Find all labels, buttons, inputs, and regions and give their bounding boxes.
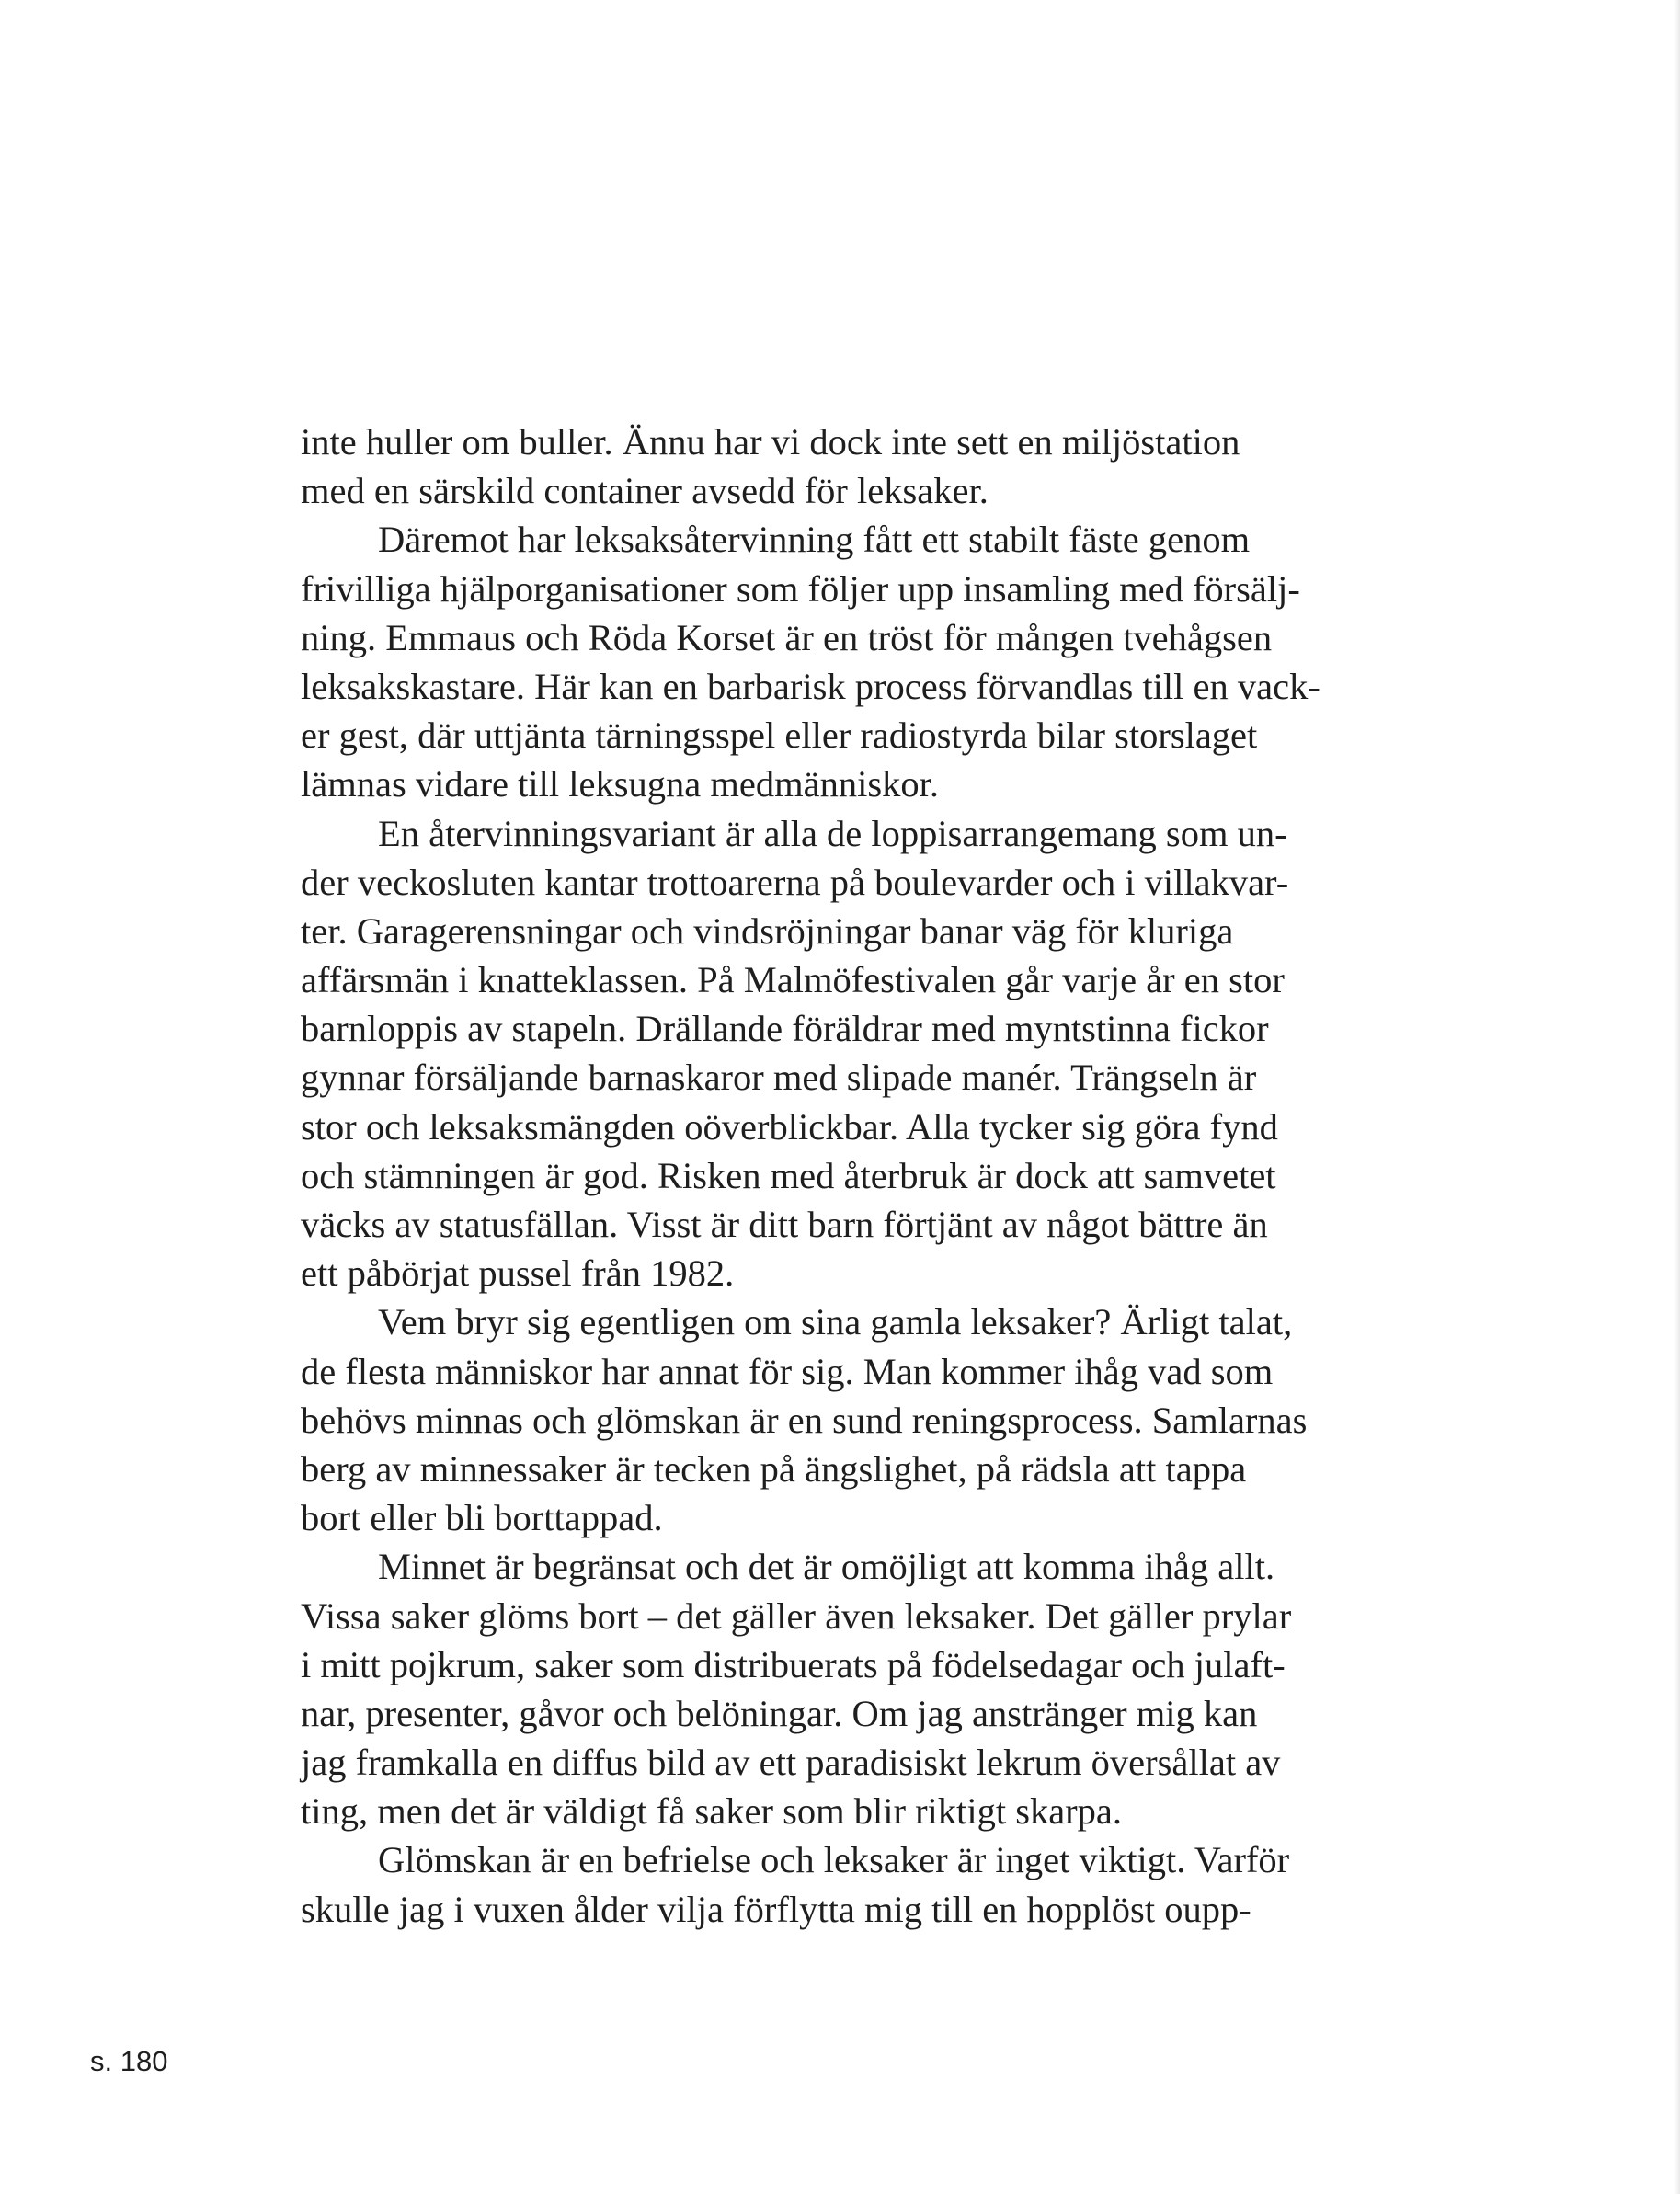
text-line: frivilliga hjälporganisationer som följer upp insamling med försälj- [301, 567, 1300, 610]
text-line: nar, presenter, gåvor och belöningar. Om jag anstränger mig kan [301, 1692, 1258, 1734]
text-line: leksakskastare. Här kan en barbarisk process förvandlas till en vack- [301, 665, 1320, 707]
text-line: er gest, där uttjänta tärningsspel eller radiostyrda bilar storslaget [301, 714, 1258, 757]
paragraph-start-line: Däremot har leksaksåtervinning fått ett stabilt fäste genom [378, 519, 1251, 561]
text-line: Vissa saker glöms bort – det gäller även leksaker. Det gäller prylar [301, 1594, 1292, 1637]
text-line: barnloppis av stapeln. Drällande föräldrar med myntstinna fickor [301, 1008, 1269, 1050]
paragraph-start-line: Minnet är begränsat och det är omöjligt att komma ihåg allt. [378, 1546, 1275, 1588]
text-line: behövs minnas och glömskan är en sund reningsprocess. Samlarnas [301, 1399, 1308, 1441]
paragraph-start-line: Vem bryr sig egentligen om sina gamla leksaker? Ärligt talat, [378, 1301, 1293, 1343]
text-line: affärsmän i knatteklassen. På Malmöfestivalen går varje år en stor [301, 959, 1285, 1001]
text-line: lämnas vidare till leksugna medmänniskor. [301, 763, 939, 806]
text-line: jag framkalla en diffus bild av ett paradisiskt lekrum översållat av [301, 1742, 1281, 1784]
text-line: de flesta människor har annat för sig. Man kommer ihåg vad som [301, 1350, 1274, 1392]
text-line: och stämningen är god. Risken med återbruk är dock att samvetet [301, 1154, 1276, 1196]
text-line: med en särskild container avsedd för leksaker. [301, 470, 989, 512]
paragraph-start-line: Glömskan är en befrielse och leksaker är inget viktigt. Varför [378, 1839, 1290, 1881]
text-line: ting, men det är väldigt få saker som blir riktigt skarpa. [301, 1790, 1123, 1833]
body-text [301, 417, 1340, 1934]
text-line: stor och leksaksmängden oöverblickbar. Alla tycker sig göra fynd [301, 1105, 1278, 1148]
text-line: bort eller bli borttappad. [301, 1497, 663, 1539]
text-line: ning. Emmaus och Röda Korset är en tröst för mången tvehågsen [301, 616, 1273, 658]
text-line: gynnar försäljande barnaskaror med slipade manér. Trängseln är [301, 1057, 1257, 1099]
text-line: väcks av statusfällan. Visst är ditt barn förtjänt av något bättre än [301, 1204, 1268, 1245]
text-line: der veckosluten kantar trottoarerna på boulevarder och i villakvar- [301, 861, 1289, 903]
text-line: i mitt pojkrum, saker som distribuerats på födelsedagar och julaft- [301, 1643, 1286, 1685]
text-line: inte huller om buller. Ännu har vi dock inte sett en miljöstation [301, 421, 1240, 463]
text-line: ter. Garagerensningar och vindsröjningar banar väg för kluriga [301, 909, 1234, 952]
text-line: skulle jag i vuxen ålder vilja förflytta mig till en hopplöst oupp- [301, 1888, 1251, 1930]
paragraph-start-line: En återvinningsvariant är alla de loppisarrangemang som un- [378, 812, 1287, 854]
text-line: ett påbörjat pussel från 1982. [301, 1252, 735, 1295]
page-edge-shadow [1674, 0, 1680, 2194]
page-number: s. 180 [90, 2045, 168, 2077]
text-line: berg av minnessaker är tecken på ängslighet, på rädsla att tappa [301, 1447, 1247, 1490]
